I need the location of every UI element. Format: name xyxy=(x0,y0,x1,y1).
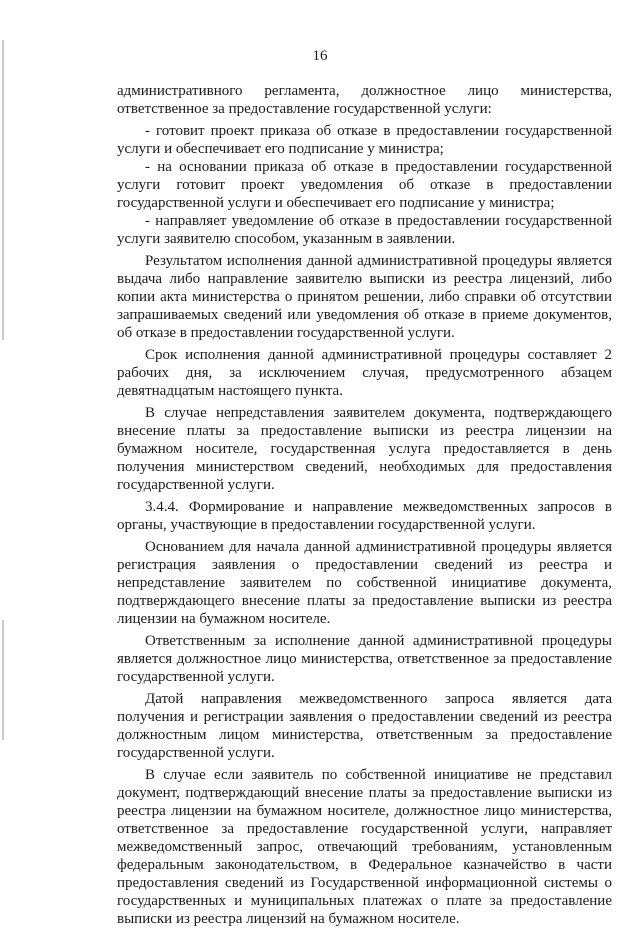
list-item: - готовит проект приказа об отказе в предоставлении государственной услуги и обеспечивает его подписание у министра; xyxy=(117,123,612,157)
scan-edge-mark xyxy=(2,40,4,340)
paragraph: В случае если заявитель по собственной инициативе не представил документ, подтверждающий внесение платы за предоставление выписки из реестра лицензии на бумажном носителе, должностное лицо министерства, ответственное за предоставление государственной услуги, направляет межведомственный запрос, отвечающий требованиям, установленным федеральным законодательством, в Федеральное казначейство в части предоставления сведений из Государственной информационной системы о государственных и муниципальных платежах о плате за предоставление выписки из реестра лицензий на бумажном носителе. xyxy=(117,767,612,927)
paragraph: Срок исполнения данной административной процедуры составляет 2 рабочих дня, за исключением случая, предусмотренного абзацем девятнадцатым настоящего пункта. xyxy=(117,347,612,399)
paragraph: Основанием для начала данной административной процедуры является регистрация заявления о предоставлении сведений из реестра и непредставление заявителем по собственной инициативе документа, подтверждающего внесение платы за предоставление выписки из реестра лицензии на бумажном носителе. xyxy=(117,539,612,627)
page-number: 16 xyxy=(312,48,328,64)
paragraph: Датой направления межведомственного запроса является дата получения и регистрации заявления о предоставлении сведений из реестра должностным лицом министерства, ответственным за предоставление государственной услуги. xyxy=(117,691,612,761)
list-item: - на основании приказа об отказе в предоставлении государственной услуги готовит проект уведомления об отказе в предоставлении государственной услуги и обеспечивает его подписание у министра; xyxy=(117,159,612,211)
scan-edge-mark xyxy=(2,620,4,740)
paragraph: административного регламента, должностное лицо министерства, ответственное за предоставление государственной услуги: xyxy=(117,83,612,117)
list-item: - направляет уведомление об отказе в предоставлении государственной услуги заявителю способом, указанным в заявлении. xyxy=(117,213,612,247)
paragraph: Ответственным за исполнение данной административной процедуры является должностное лицо министерства, ответственное за предоставление государственной услуги. xyxy=(117,633,612,685)
section-heading: 3.4.4. Формирование и направление межведомственных запросов в органы, участвующие в предоставлении государственной услуги. xyxy=(117,499,612,533)
document-body xyxy=(117,82,612,932)
paragraph: Результатом исполнения данной административной процедуры является выдача либо направление заявителю выписки из реестра лицензий, либо копии акта министерства о принятом решении, либо справки об отсутствии запрашиваемых сведений или уведомления об отказе в приеме документов, об отказе в предоставлении государственной услуги. xyxy=(117,253,612,341)
paragraph: В случае непредставления заявителем документа, подтверждающего внесение платы за предоставление выписки из реестра лицензии на бумажном носителе, государственная услуга предоставляется в день получения министерством сведений, необходимых для предоставления государственной услуги. xyxy=(117,405,612,493)
